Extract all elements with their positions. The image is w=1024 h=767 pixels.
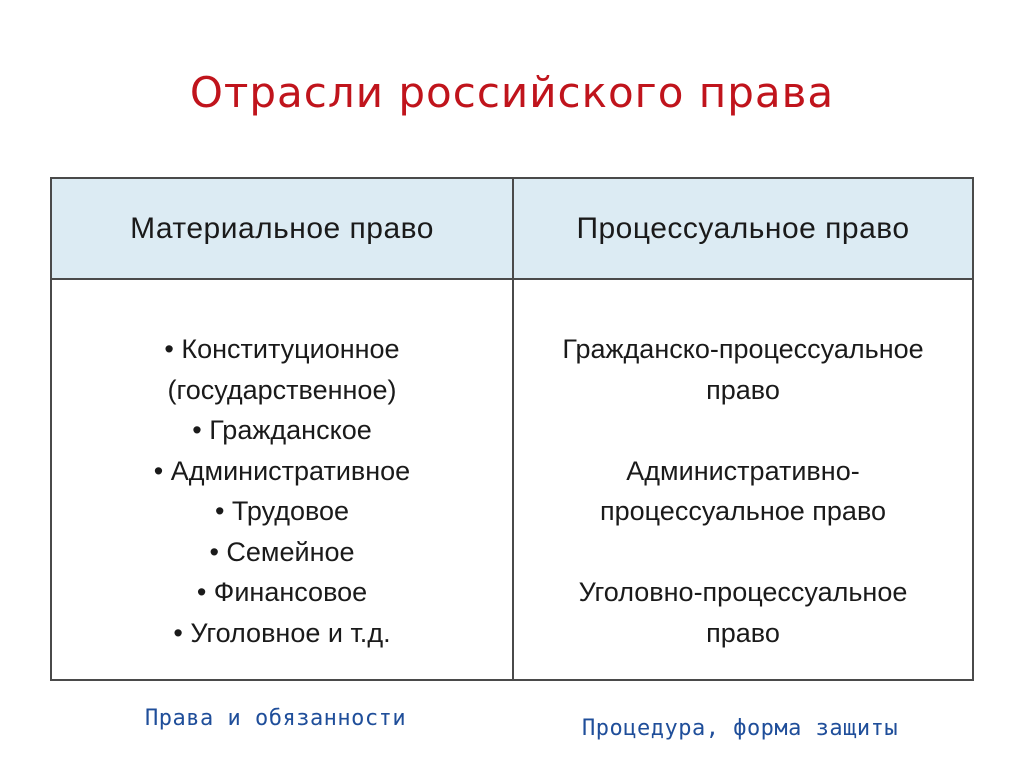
law-branches-table xyxy=(50,177,974,681)
list-item: • Административное xyxy=(153,455,411,486)
list-item: • Уголовное и т.д. xyxy=(173,617,391,648)
header-material-law: Материальное право xyxy=(130,211,434,245)
list-item xyxy=(514,451,972,532)
list-item-line: право xyxy=(706,374,780,405)
list-item: • Конституционное xyxy=(164,334,400,364)
header-procedural-law: Процессуальное право xyxy=(576,211,910,245)
list-item-line: Административно- xyxy=(626,455,860,486)
list-item: • Финансовое xyxy=(196,577,368,607)
list-item xyxy=(514,329,972,410)
list-item: • Трудовое xyxy=(214,496,350,526)
list-item: • Семейное xyxy=(209,536,355,567)
list-item-line: процессуальное право xyxy=(599,496,887,526)
list-item-line: Гражданско-процессуальное xyxy=(562,334,924,364)
footer-rights-duties: Права и обязанности xyxy=(145,706,407,731)
procedural-law-list xyxy=(514,329,972,653)
list-item xyxy=(514,572,972,653)
page-title: Отрасли российского права xyxy=(189,68,835,117)
list-item-line: право xyxy=(706,617,780,648)
material-law-list xyxy=(52,329,512,653)
list-item-line: Уголовно-процессуальное xyxy=(578,577,908,607)
list-item: • Гражданское xyxy=(192,415,372,445)
footer-procedure-protection: Процедура, форма защиты xyxy=(582,716,899,741)
list-item: (государственное) xyxy=(167,374,397,405)
